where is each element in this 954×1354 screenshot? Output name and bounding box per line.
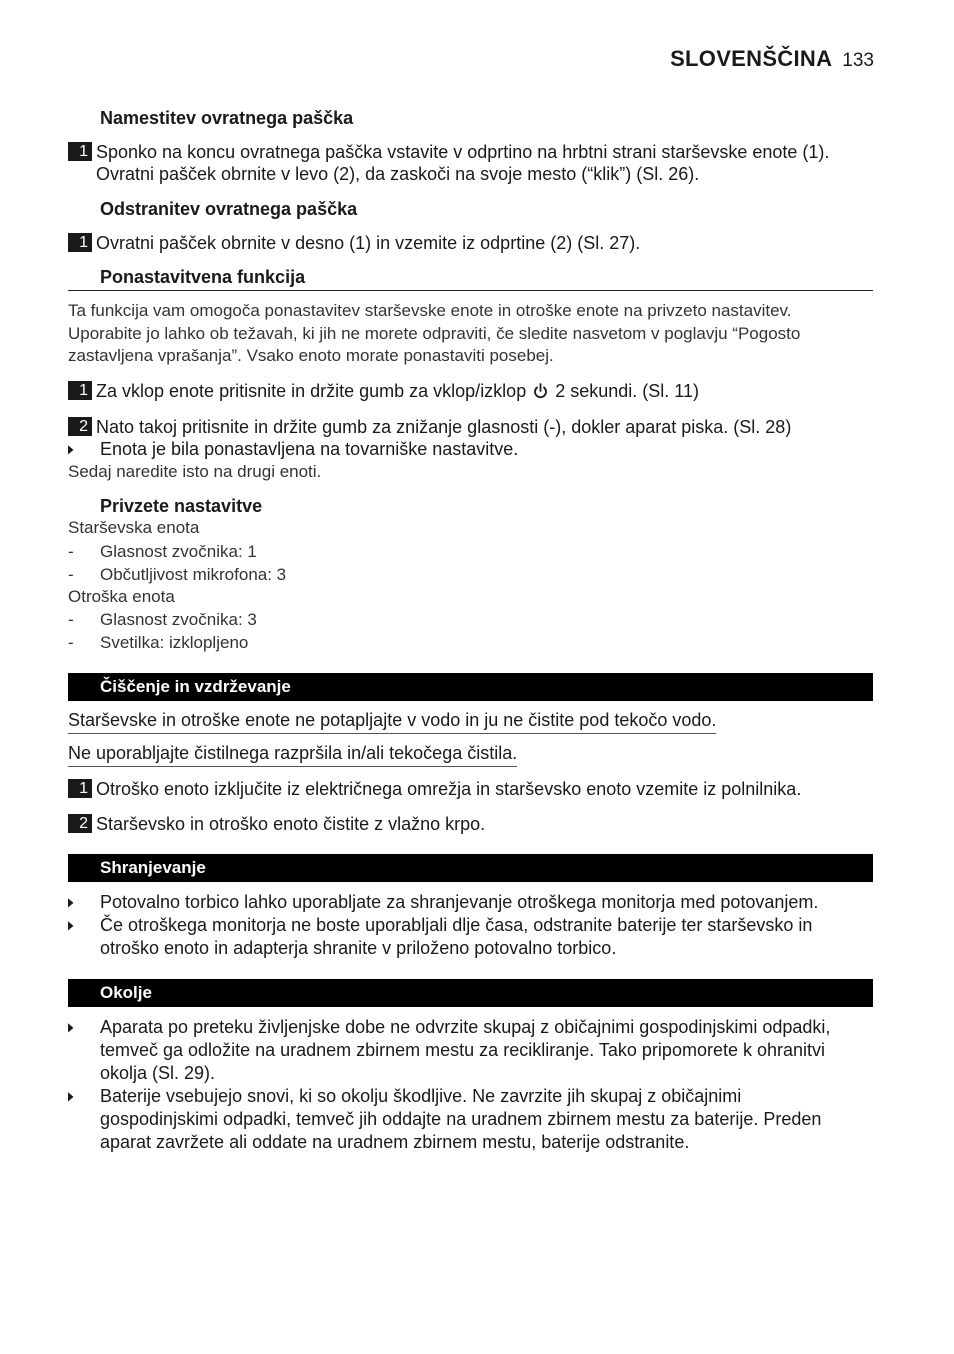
step-text: Nato takoj pritisnite in držite gumb za znižanje glasnosti (-), dokler aparat piska. (Sl. 28) <box>96 416 792 437</box>
bullet-triangle-icon: ▶ <box>68 895 74 909</box>
step-text: 2 sekundi. (Sl. 11) <box>555 380 699 401</box>
power-icon <box>533 382 548 404</box>
intro-line: zastavljena vprašanja”. Vsako enoto morate ponastaviti posebej. <box>68 346 554 365</box>
neck-strap-remove-step <box>68 232 873 254</box>
reset-step-1 <box>68 380 873 404</box>
step-text: Starševsko in otroško enoto čistite z vlažno krpo. <box>96 814 486 834</box>
step-text-line: Ovratni pašček obrnite v levo (2), da zaskoči na svoje mesto (“klik”) (Sl. 26). <box>96 164 700 184</box>
environment-heading: Okolje <box>68 979 873 1007</box>
reset-heading: Ponastavitvena funkcija <box>68 266 873 291</box>
list-item: - Občutljivost mikrofona: 3 <box>68 564 287 584</box>
reset-note: Sedaj naredite isto na drugi enoti. <box>68 461 322 481</box>
step-number: 1 <box>68 233 92 252</box>
neck-strap-attach-step <box>68 141 873 185</box>
step-text: Ovratni pašček obrnite v desno (1) in vzemite iz odprtine (2) (Sl. 27). <box>96 233 641 253</box>
cleaning-heading: Čiščenje in vzdrževanje <box>68 673 873 701</box>
step-text: Otroško enoto izključite iz električnega omrežja in starševsko enoto vzemite iz polnilnika. <box>96 779 802 799</box>
parent-unit-label: Starševska enota <box>68 518 200 537</box>
cleaning-step-1 <box>68 778 873 800</box>
cleaning-warning: Starševske in otroške enote ne potapljajte v vodo in ju ne čistite pod tekočo vodo. <box>68 709 716 734</box>
step-text: Za vklop enote pritisnite in držite gumb za vklop/izklop <box>96 380 527 401</box>
reset-step-2 <box>68 416 873 438</box>
step-number: 1 <box>68 779 92 798</box>
step-number: 1 <box>68 381 92 400</box>
list-item: - Glasnost zvočnika: 1 <box>68 541 257 561</box>
storage-heading: Shranjevanje <box>68 854 873 882</box>
neck-strap-remove-heading: Odstranitev ovratnega paščka <box>100 199 358 219</box>
step-number: 1 <box>68 142 92 161</box>
list-item: - Glasnost zvočnika: 3 <box>68 610 257 629</box>
baby-unit-label: Otroška enota <box>68 586 175 606</box>
page-header <box>670 46 874 72</box>
cleaning-warning: Ne uporabljajte čistilnega razpršila in/ali tekočega čistila. <box>68 742 517 767</box>
step-text-line: Sponko na koncu ovratnega paščka vstavite v odprtino na hrbtni strani starševske enote (1). <box>96 142 830 162</box>
page-content <box>68 107 873 1154</box>
cleaning-step-2 <box>68 813 873 835</box>
bullet-triangle-icon: ▶ <box>68 441 74 456</box>
environment-bullet: ▶ Aparata po preteku življenjske dobe ne odvrzite skupaj z običajnimi gospodinjskimi odpadki, temveč ga odložite na uradnem zbirnem mestu za recikliranje. Tako pripomorete k ohranitvi okolja (Sl. 29). <box>68 1017 831 1083</box>
defaults-heading: Privzete nastavitve <box>100 496 263 516</box>
step-number: 2 <box>68 814 92 833</box>
step-number: 2 <box>68 417 92 436</box>
reset-result: ▶ Enota je bila ponastavljena na tovarniške nastavitve. <box>68 438 519 459</box>
page-number: 133 <box>842 50 874 71</box>
environment-bullet: ▶ Baterije vsebujejo snovi, ki so okolju škodljive. Ne zavrzite jih skupaj z običajnimi gospodinjskimi odpadki, temveč jih oddajte na uradnem zbirnem mestu za baterije. Preden aparat zavržete ali oddate na uradnem zbirnem mestu, baterije odstranite. <box>68 1086 822 1152</box>
storage-bullet: ▶ Potovalno torbico lahko uporabljate za shranjevanje otroškega monitorja med potovanjem. <box>68 892 819 912</box>
intro-line: Ta funkcija vam omogoča ponastavitev starševske enote in otroške enote na privzeto nastavitev. <box>68 301 792 320</box>
list-item: - Svetilka: izklopljeno <box>68 633 249 652</box>
neck-strap-attach-heading: Namestitev ovratnega paščka <box>100 108 354 128</box>
bullet-triangle-icon: ▶ <box>68 1089 74 1103</box>
reset-intro <box>68 300 873 368</box>
storage-bullet: ▶ Če otroškega monitorja ne boste uporabljali dlje časa, odstranite baterije ter starševsko in otroško enoto in adapterja shranite v priloženo potovalno torbico. <box>68 915 813 958</box>
intro-line: Uporabite jo lahko ob težavah, ki jih ne morete odpraviti, če sledite nasvetom v poglavju “Pogosto <box>68 323 801 343</box>
bullet-triangle-icon: ▶ <box>68 918 74 932</box>
language-label: SLOVENŠČINA <box>670 46 833 71</box>
bullet-triangle-icon: ▶ <box>68 1020 74 1034</box>
